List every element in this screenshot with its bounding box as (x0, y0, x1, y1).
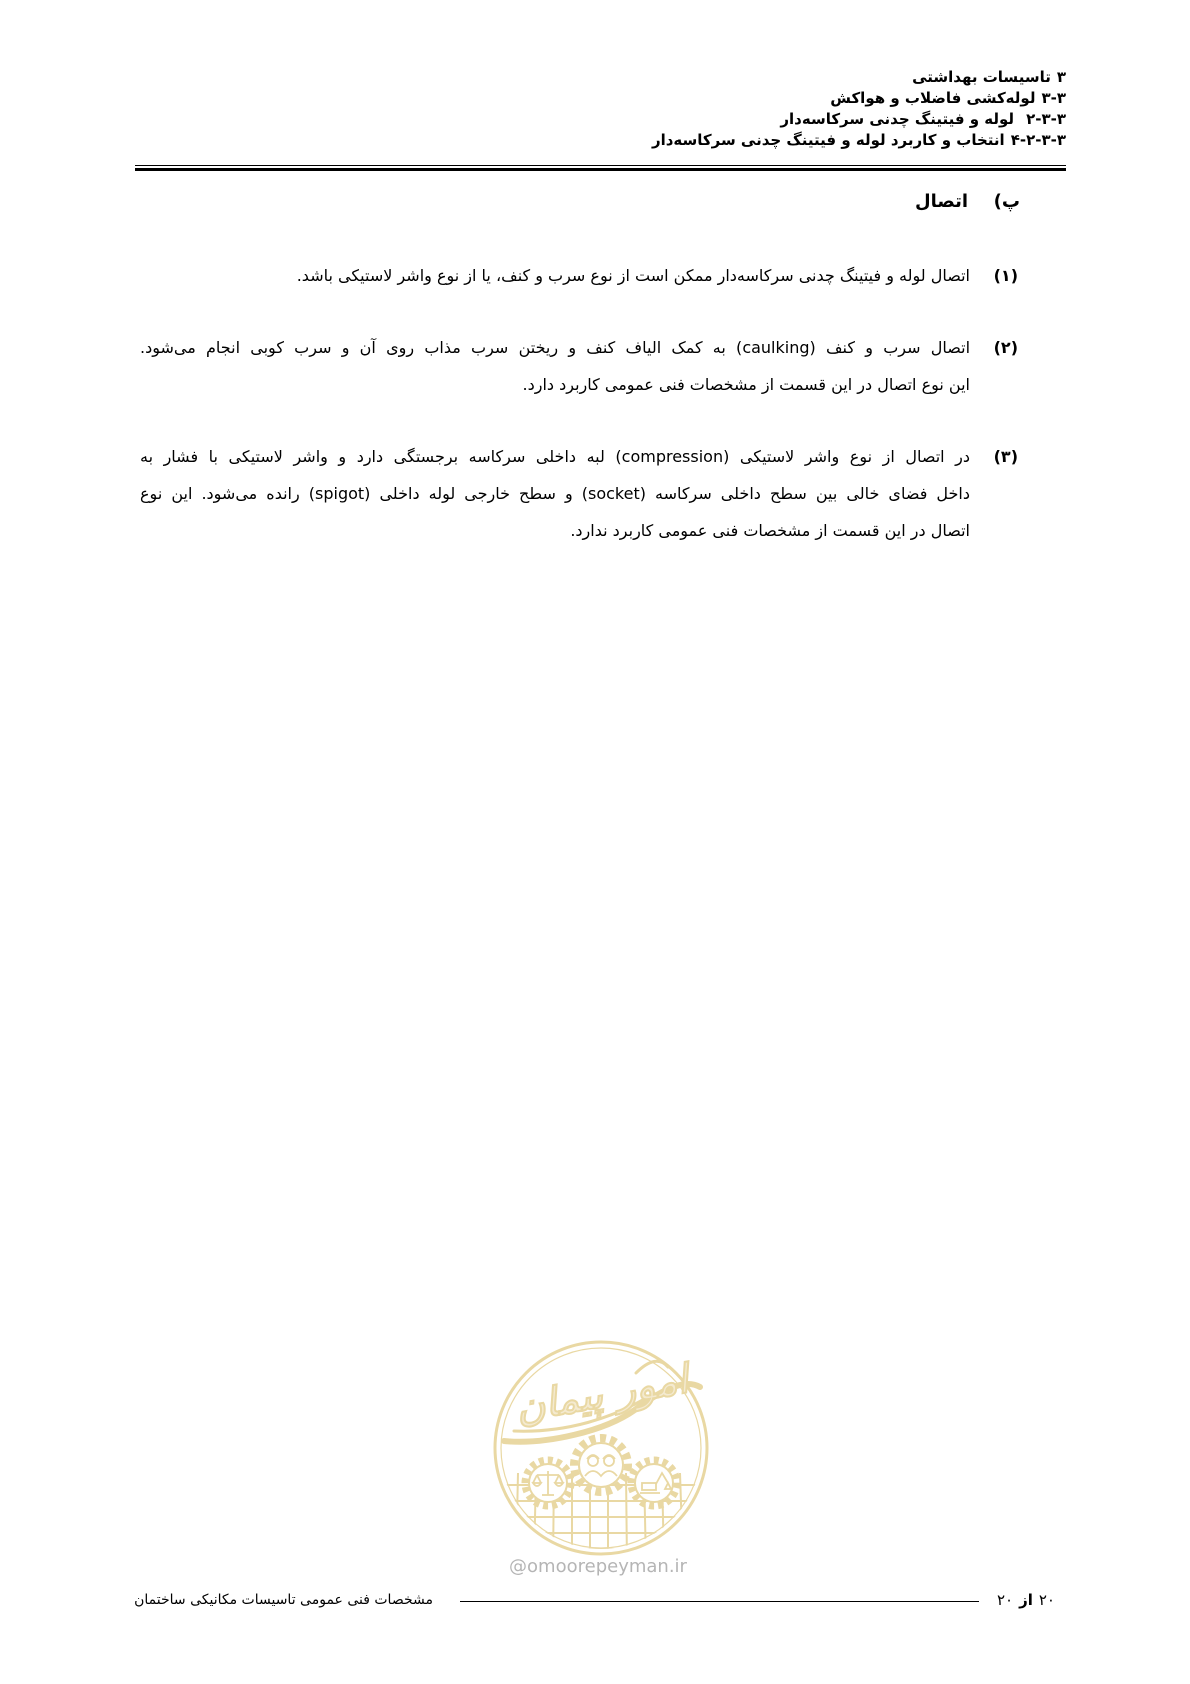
header-number: ۳-۳-۲-۴ (1010, 131, 1066, 149)
page-total: ۲۰ (996, 1591, 1014, 1609)
footer-doc-title: مشخصات فنی عمومی تاسیسات مکانیکی ساختمان (134, 1592, 433, 1608)
header-title: انتخاب و کاربرد لوله و فیتینگ چدنی سرکاسه‌دار (651, 131, 1005, 149)
item-number: (۳) (993, 447, 1018, 466)
watermark-logo (486, 1333, 716, 1563)
header-title: لوله و فیتینگ چدنی سرکاسه‌دار (780, 110, 1015, 128)
item-number: (۲) (993, 338, 1018, 357)
header-divider-thick (135, 168, 1066, 171)
header-line-4 (652, 130, 1066, 151)
item-line: اتصال لوله و فیتینگ چدنی سرکاسه‌دار ممکن است از نوع سرب و کنف، یا از نوع واشر لاستیکی باشد. (296, 266, 970, 285)
gear-scales-icon (525, 1460, 571, 1506)
chapter-header (652, 67, 1066, 151)
header-divider-thin (135, 165, 1066, 166)
header-title: تاسیسات بهداشتی (912, 68, 1051, 86)
item-line: در اتصال از نوع واشر لاستیکی (compression) لبه داخلی سرکاسه برجستگی دارد و واشر لاستیکی با فشار به (140, 447, 970, 466)
header-number: ۳ (1056, 68, 1066, 86)
list-item (140, 257, 1018, 294)
gear-excavator-icon (631, 1460, 677, 1506)
item-line: اتصال در این قسمت از مشخصات فنی عمومی کاربرد ندارد. (570, 521, 970, 540)
header-line-2 (652, 88, 1066, 109)
header-line-1 (652, 67, 1066, 88)
logo-calligraphy: امور پیمان (511, 1355, 692, 1432)
item-text (140, 438, 970, 549)
page-number (997, 1588, 1055, 1612)
list-item (140, 438, 1018, 549)
item-line: اتصال سرب و کنف (caulking) به کمک الیاف کنف و ریختن سرب مذاب روی آن و سرب کوبی انجام می‌شود. (140, 338, 971, 357)
header-number: ۳-۳-۲ (1026, 110, 1066, 128)
watermark-site: @omoorepeyman.ir (509, 1556, 687, 1577)
section-title: اتصال (914, 191, 968, 212)
item-list (140, 257, 1018, 584)
gear-workers-icon (574, 1438, 628, 1492)
list-item (140, 329, 1018, 403)
section-label: پ) (993, 191, 1020, 212)
footer-divider (460, 1601, 979, 1602)
item-number: (۱) (993, 266, 1018, 285)
page-of-label: از (1019, 1591, 1033, 1609)
item-text (140, 329, 970, 403)
item-text (140, 257, 970, 294)
page-current: ۲۰ (1038, 1591, 1055, 1609)
header-number: ۳-۳ (1041, 89, 1066, 107)
header-title: لوله‌کشی فاضلاب و هواکش (830, 89, 1036, 107)
item-line: این نوع اتصال در این قسمت از مشخصات فنی عمومی کاربرد دارد. (522, 375, 970, 394)
item-line: داخل فضای خالی بین سطح داخلی سرکاسه (socket) و سطح خارجی لوله داخلی (spigot) رانده می‌شود. این نوع (140, 484, 970, 503)
header-line-3 (652, 109, 1066, 130)
